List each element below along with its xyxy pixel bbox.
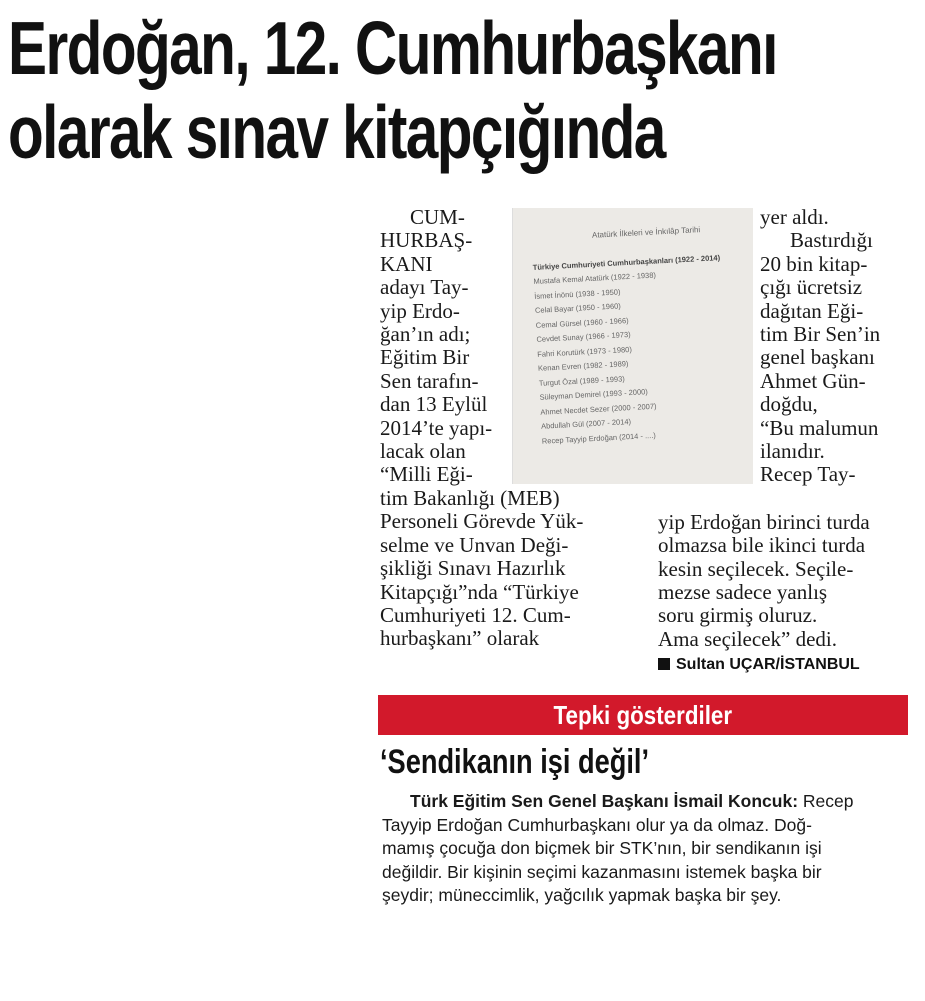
article-right-column-bottom bbox=[658, 511, 870, 651]
text-line: Cumhuriyeti 12. Cum- bbox=[380, 602, 571, 627]
president-row: Mustafa Kemal Atatürk (1922 - 1938) bbox=[533, 270, 657, 286]
booklet-page bbox=[531, 222, 753, 449]
president-row: Cemal Gürsel (1960 - 1966) bbox=[535, 315, 629, 330]
text-line: Ama seçilecek” dedi. bbox=[658, 626, 837, 651]
text-line: şeydir; müneccimlik, yağcılık yapmak başka bir şey. bbox=[382, 885, 782, 905]
text-line: dağıtan Eği- bbox=[760, 298, 864, 323]
text-line: olmazsa bile ikinci turda bbox=[658, 533, 866, 558]
president-row: Süleyman Demirel (1993 - 2000) bbox=[539, 387, 649, 402]
text-line: Personeli Görevde Yük- bbox=[380, 509, 584, 534]
text-line: ilanıdır. bbox=[760, 439, 825, 464]
president-row: Recep Tayyip Erdoğan (2014 - ....) bbox=[541, 430, 657, 446]
byline bbox=[658, 656, 860, 674]
president-row: Abdullah Gül (2007 - 2014) bbox=[540, 417, 632, 431]
text-line: CUM- bbox=[410, 205, 465, 229]
text-line: adayı Tay- bbox=[380, 275, 469, 300]
text-line: mezse sadece yanlış bbox=[658, 580, 828, 605]
text-line: Tayyip Erdoğan Cumhurbaşkanı olur ya da olmaz. Doğ- bbox=[382, 814, 812, 835]
president-row: Turgut Özal (1989 - 1993) bbox=[538, 373, 625, 388]
headline-line-2: olarak sınav kitapçığında bbox=[8, 90, 665, 174]
president-row: Ahmet Necdet Sezer (2000 - 2007) bbox=[540, 401, 657, 417]
reaction-first-line-rest: Recep bbox=[802, 791, 854, 811]
president-row: Fahri Korutürk (1973 - 1980) bbox=[537, 344, 633, 359]
text-line: soru girmiş oluruz. bbox=[658, 603, 818, 628]
byline-text: Sultan UÇAR/İSTANBUL bbox=[676, 656, 860, 673]
reaction-first-line bbox=[382, 790, 912, 814]
president-row: Cevdet Sunay (1966 - 1973) bbox=[536, 329, 631, 344]
text-line: mamış çocuğa don biçmek bir STK’nın, bir sendikanın işi bbox=[382, 838, 822, 858]
text-line: lacak olan bbox=[380, 439, 466, 464]
subheadline: ‘Sendikanın işi değil’ bbox=[380, 743, 650, 781]
text-line: KANI bbox=[380, 251, 433, 276]
text-line: hurbaşkanı” olarak bbox=[380, 626, 540, 651]
text-line: yip Erdo- bbox=[380, 298, 460, 323]
booklet-photo bbox=[512, 208, 753, 484]
headline bbox=[8, 6, 777, 174]
text-line: “Milli Eği- bbox=[380, 462, 473, 487]
reaction-body bbox=[382, 790, 912, 908]
booklet-title: Atatürk İlkeleri ve İnkılâp Tarihi bbox=[591, 225, 701, 240]
text-line: ğan’ın adı; bbox=[380, 322, 471, 347]
text-line: selme ve Unvan Deği- bbox=[380, 532, 569, 557]
square-bullet-icon bbox=[658, 658, 670, 670]
text-line: Kitapçığı”nda “Türkiye bbox=[380, 579, 579, 604]
text-line: tim Bakanlığı (MEB) bbox=[380, 485, 560, 510]
text-line: Eğitim Bir bbox=[380, 345, 470, 370]
text-line: Sen tarafın- bbox=[380, 368, 479, 393]
president-row: Kenan Evren (1982 - 1989) bbox=[537, 359, 629, 373]
text-line: doğdu, bbox=[760, 392, 818, 417]
president-row: Celal Bayar (1950 - 1960) bbox=[534, 301, 622, 315]
text-line: genel başkanı bbox=[760, 345, 875, 370]
text-line: yer aldı. bbox=[760, 205, 829, 229]
booklet-heading: Türkiye Cumhuriyeti Cumhurbaşkanları (1922 - 2014) bbox=[532, 253, 721, 272]
reaction-speaker: Türk Eğitim Sen Genel Başkanı İsmail Koncuk: bbox=[410, 791, 799, 811]
text-line: kesin seçilecek. Seçile- bbox=[658, 556, 854, 581]
text-line: çığı ücretsiz bbox=[760, 275, 863, 300]
text-line: 20 bin kitap- bbox=[760, 251, 868, 276]
text-line: Recep Tay- bbox=[760, 462, 856, 487]
text-line: tim Bir Sen’in bbox=[760, 322, 881, 347]
text-line: 2014’te yapı- bbox=[380, 415, 493, 440]
text-line: Bastırdığı bbox=[790, 228, 873, 253]
section-bar bbox=[378, 695, 908, 735]
text-line: Ahmet Gün- bbox=[760, 368, 866, 393]
section-bar-label: Tepki gösterdiler bbox=[553, 700, 733, 730]
headline-line-1: Erdoğan, 12. Cumhurbaşkanı bbox=[8, 6, 777, 90]
text-line: “Bu malumun bbox=[760, 415, 879, 440]
text-line: dan 13 Eylül bbox=[380, 392, 488, 417]
president-row: İsmet İnönü (1938 - 1950) bbox=[534, 286, 621, 301]
text-line: HURBAŞ- bbox=[380, 228, 473, 253]
article-right-column-top bbox=[760, 206, 880, 487]
text-line: yip Erdoğan birinci turda bbox=[658, 509, 870, 534]
text-line: şikliği Sınavı Hazırlık bbox=[380, 556, 566, 581]
text-line: değildir. Bir kişinin seçimi kazanmasını istemek başka bir bbox=[382, 861, 822, 882]
